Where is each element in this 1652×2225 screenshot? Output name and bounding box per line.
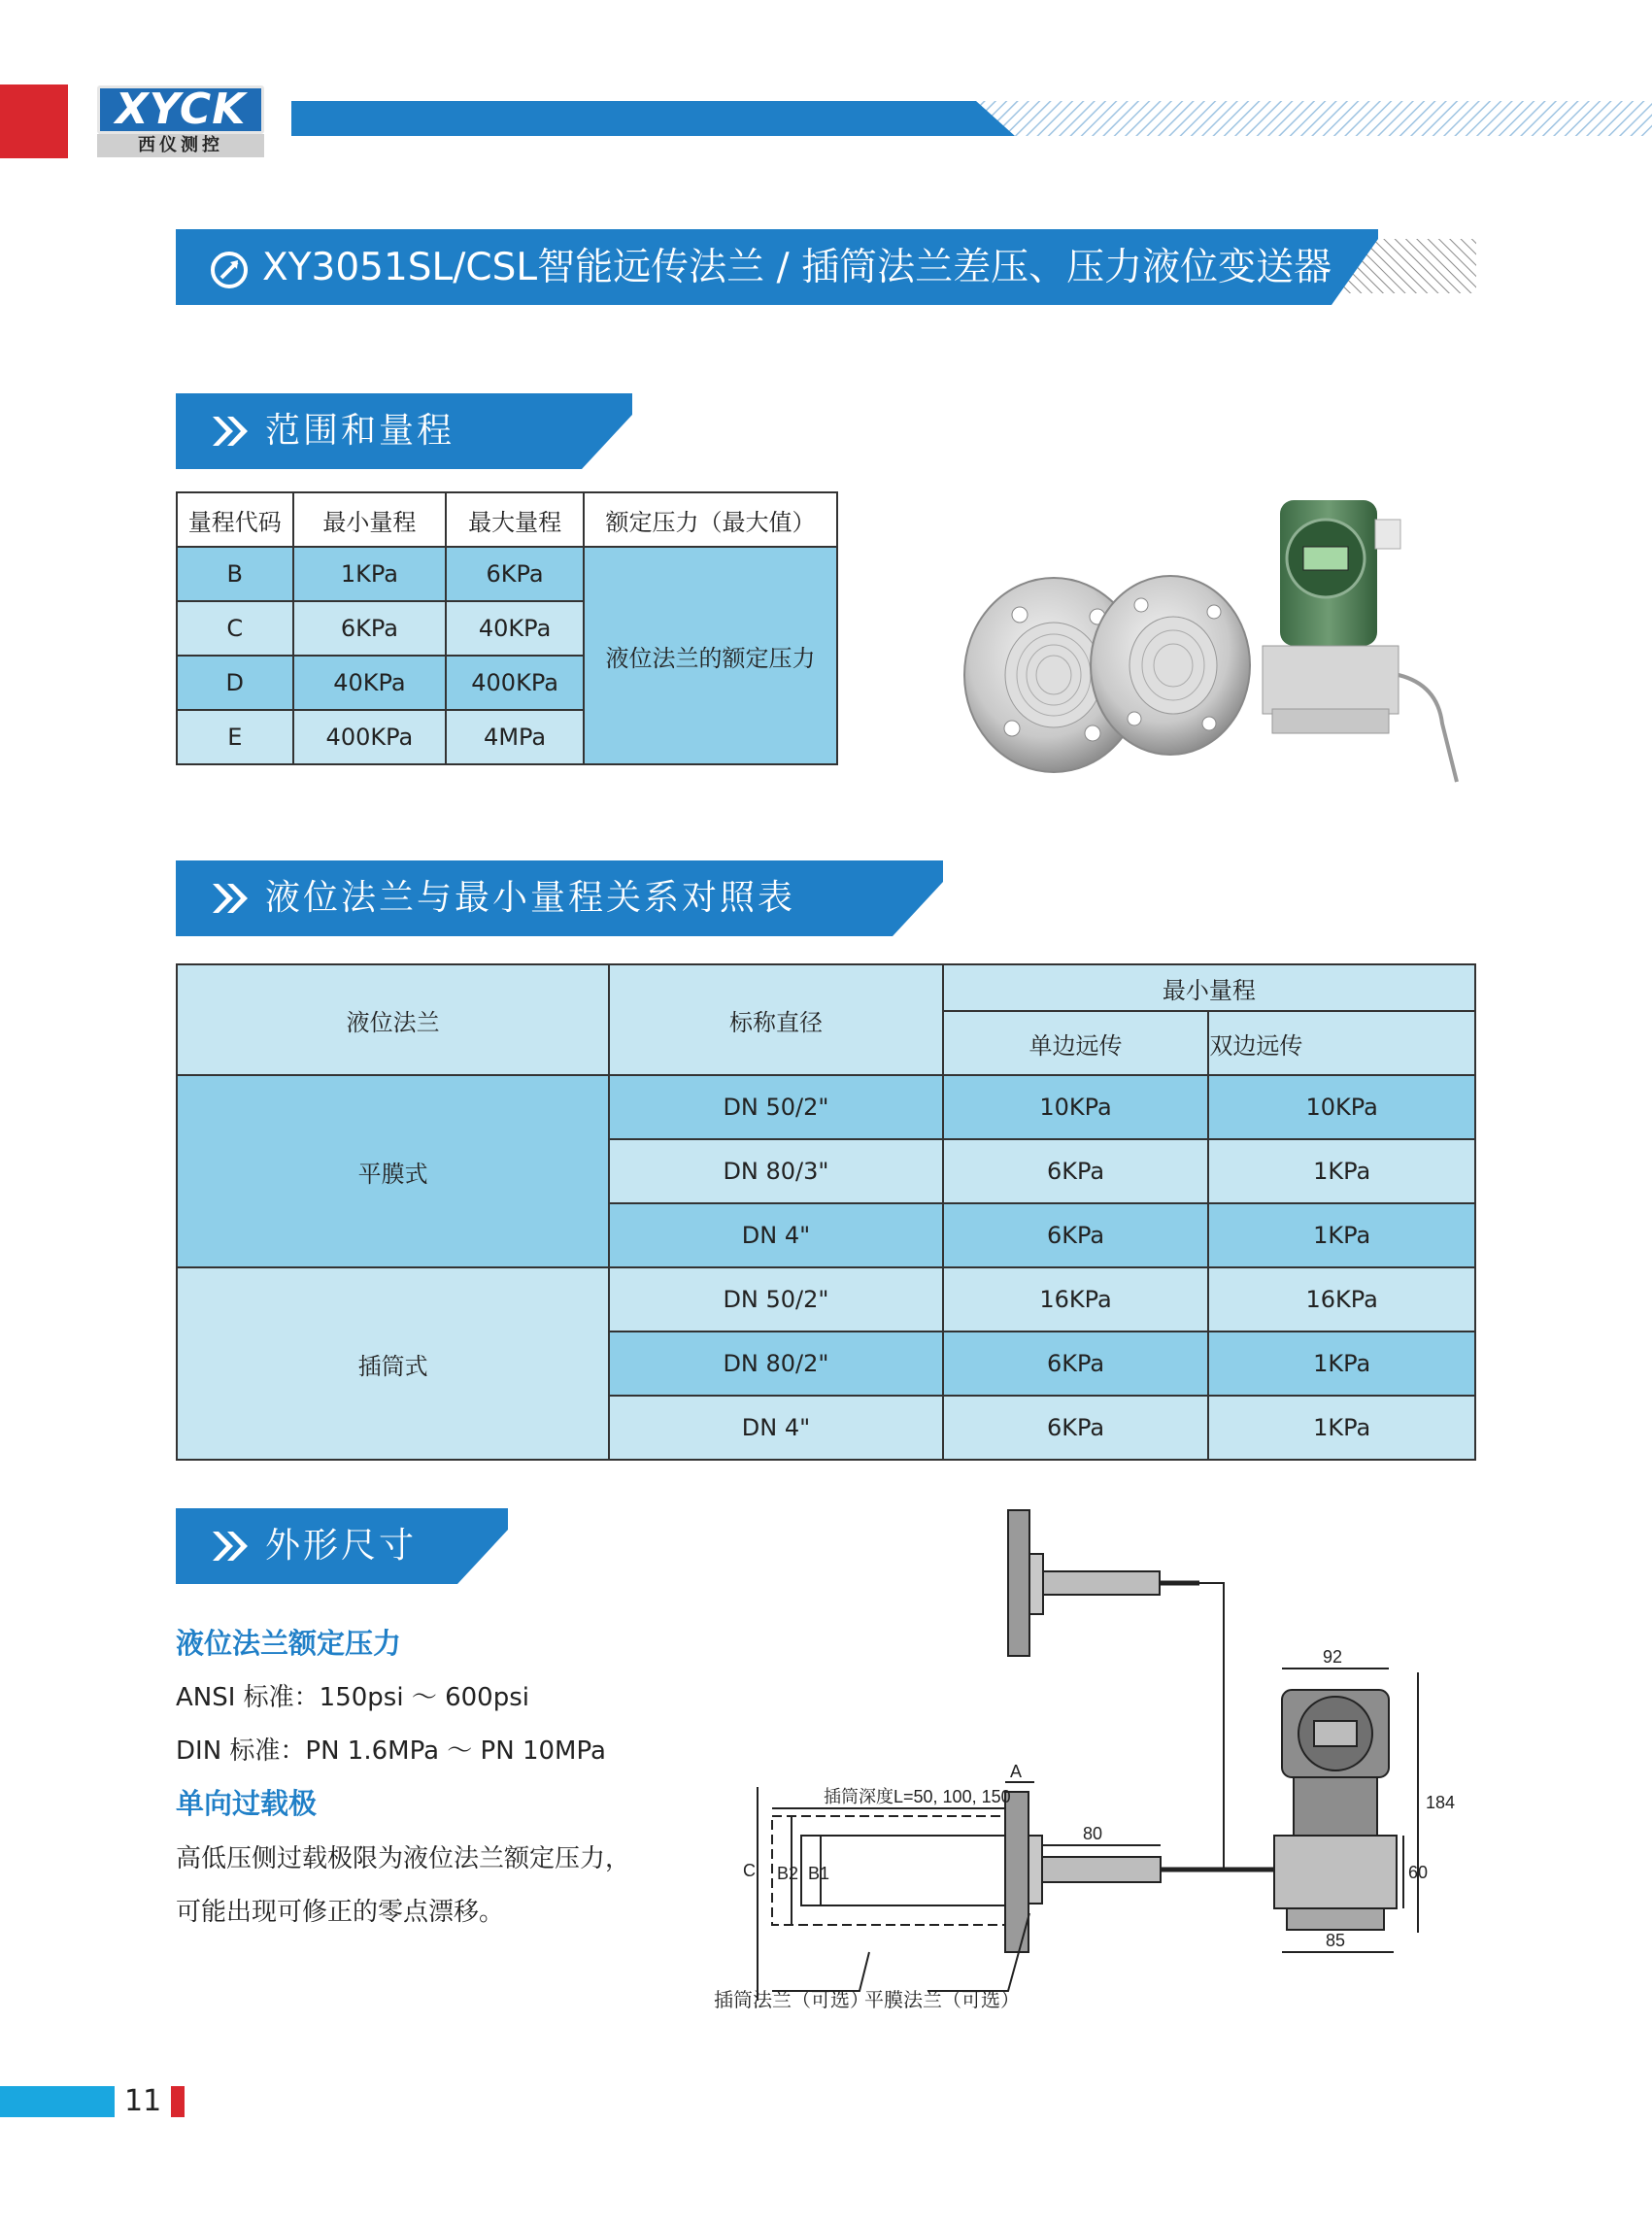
cell-max: 6KPa xyxy=(446,547,584,601)
cell-double: 10KPa xyxy=(1208,1075,1475,1139)
header-double: 双边远传 xyxy=(1208,1011,1475,1075)
page-number: 11 xyxy=(124,2084,162,2118)
table-row xyxy=(177,1075,1475,1139)
cell-double: 1KPa xyxy=(1208,1332,1475,1396)
cell-dn: DN 50/2" xyxy=(609,1075,942,1139)
section-header-dimension xyxy=(176,1508,508,1584)
cell-code: E xyxy=(177,710,293,764)
label-b1: B1 xyxy=(808,1864,830,1883)
cell-single: 6KPa xyxy=(943,1332,1209,1396)
cell-dn: DN 80/3" xyxy=(609,1139,942,1203)
note-heading-overload: 单向过载极 xyxy=(176,1787,318,1820)
section-title-range: 范围和量程 xyxy=(265,411,455,451)
header-max: 最大量程 xyxy=(446,492,584,547)
cell-single: 6KPa xyxy=(943,1139,1209,1203)
label-a: A xyxy=(1010,1762,1023,1781)
cell-double: 1KPa xyxy=(1208,1203,1475,1267)
header-min: 最小量程 xyxy=(293,492,447,547)
cell-dn: DN 80/2" xyxy=(609,1332,942,1396)
brand-logo xyxy=(97,85,264,157)
note-overload-2: 可能出现可修正的零点漂移。 xyxy=(176,1898,505,1927)
cell-dn: DN 4" xyxy=(609,1396,942,1460)
cell-min: 400KPa xyxy=(293,710,447,764)
label-80: 80 xyxy=(1083,1824,1103,1843)
section-title-dimension: 外形尺寸 xyxy=(265,1526,418,1566)
header-flange: 液位法兰 xyxy=(177,964,609,1075)
label-184: 184 xyxy=(1426,1793,1456,1812)
note-heading-rated: 液位法兰额定压力 xyxy=(176,1627,402,1660)
dimension-drawing xyxy=(699,1496,1476,2020)
cell-min: 40KPa xyxy=(293,656,447,710)
cell-max: 4MPa xyxy=(446,710,584,764)
label-60: 60 xyxy=(1408,1863,1429,1882)
label-85: 85 xyxy=(1326,1931,1346,1950)
logo-subtext: 西仪测控 xyxy=(97,134,264,157)
cell-double: 1KPa xyxy=(1208,1396,1475,1460)
section-title-relation: 液位法兰与最小量程关系对照表 xyxy=(265,878,796,918)
cell-rated-note: 液位法兰的额定压力 xyxy=(584,547,837,764)
cell-double: 16KPa xyxy=(1208,1267,1475,1332)
cell-max: 40KPa xyxy=(446,601,584,656)
page-title: XY3051SL/CSL智能远传法兰 / 插筒法兰差压、压力液位变送器 xyxy=(262,246,1332,289)
note-overload-1: 高低压侧过载极限为液位法兰额定压力， xyxy=(176,1844,631,1873)
section-header-range xyxy=(176,393,632,469)
header-code: 量程代码 xyxy=(177,492,293,547)
header-diameter: 标称直径 xyxy=(609,964,942,1075)
header-stripe-bar xyxy=(291,101,1652,136)
header-red-block xyxy=(0,84,68,158)
cell-single: 10KPa xyxy=(943,1075,1209,1139)
cell-max: 400KPa xyxy=(446,656,584,710)
cell-single: 6KPa xyxy=(943,1203,1209,1267)
range-table xyxy=(176,491,838,765)
group-name: 平膜式 xyxy=(177,1075,609,1267)
footer-red-mark xyxy=(171,2086,185,2117)
header-rated: 额定压力（最大值） xyxy=(584,492,837,547)
product-photo xyxy=(884,490,1486,787)
label-92: 92 xyxy=(1323,1647,1343,1667)
note-ansi: ANSI 标准：150psi ～ 600psi xyxy=(176,1683,530,1712)
relation-table xyxy=(176,963,1476,1461)
cell-double: 1KPa xyxy=(1208,1139,1475,1203)
label-c: C xyxy=(743,1861,756,1880)
cell-dn: DN 50/2" xyxy=(609,1267,942,1332)
cell-single: 16KPa xyxy=(943,1267,1209,1332)
header-min-range: 最小量程 xyxy=(943,964,1475,1011)
cell-dn: DN 4" xyxy=(609,1203,942,1267)
cell-code: D xyxy=(177,656,293,710)
cell-single: 6KPa xyxy=(943,1396,1209,1460)
cell-code: C xyxy=(177,601,293,656)
group-name: 插筒式 xyxy=(177,1267,609,1460)
logo-text: XYCK xyxy=(97,85,264,134)
gauge-icon xyxy=(210,251,249,289)
cell-min: 1KPa xyxy=(293,547,447,601)
footer-blue-bar xyxy=(0,2086,115,2117)
label-insert-flange: 插筒法兰（可选） xyxy=(714,1990,869,2011)
label-depth: 插筒深度L=50, 100, 150 xyxy=(824,1787,1011,1806)
section-header-relation xyxy=(176,860,943,936)
table-row xyxy=(177,547,837,601)
header-single: 单边远传 xyxy=(943,1011,1209,1075)
note-din: DIN 标准：PN 1.6MPa ～ PN 10MPa xyxy=(176,1736,606,1766)
table-row xyxy=(177,1267,1475,1332)
cell-min: 6KPa xyxy=(293,601,447,656)
label-flat-flange: 平膜法兰（可选） xyxy=(864,1990,1020,2011)
table-header-row xyxy=(177,492,837,547)
cell-code: B xyxy=(177,547,293,601)
label-b2: B2 xyxy=(777,1864,799,1883)
